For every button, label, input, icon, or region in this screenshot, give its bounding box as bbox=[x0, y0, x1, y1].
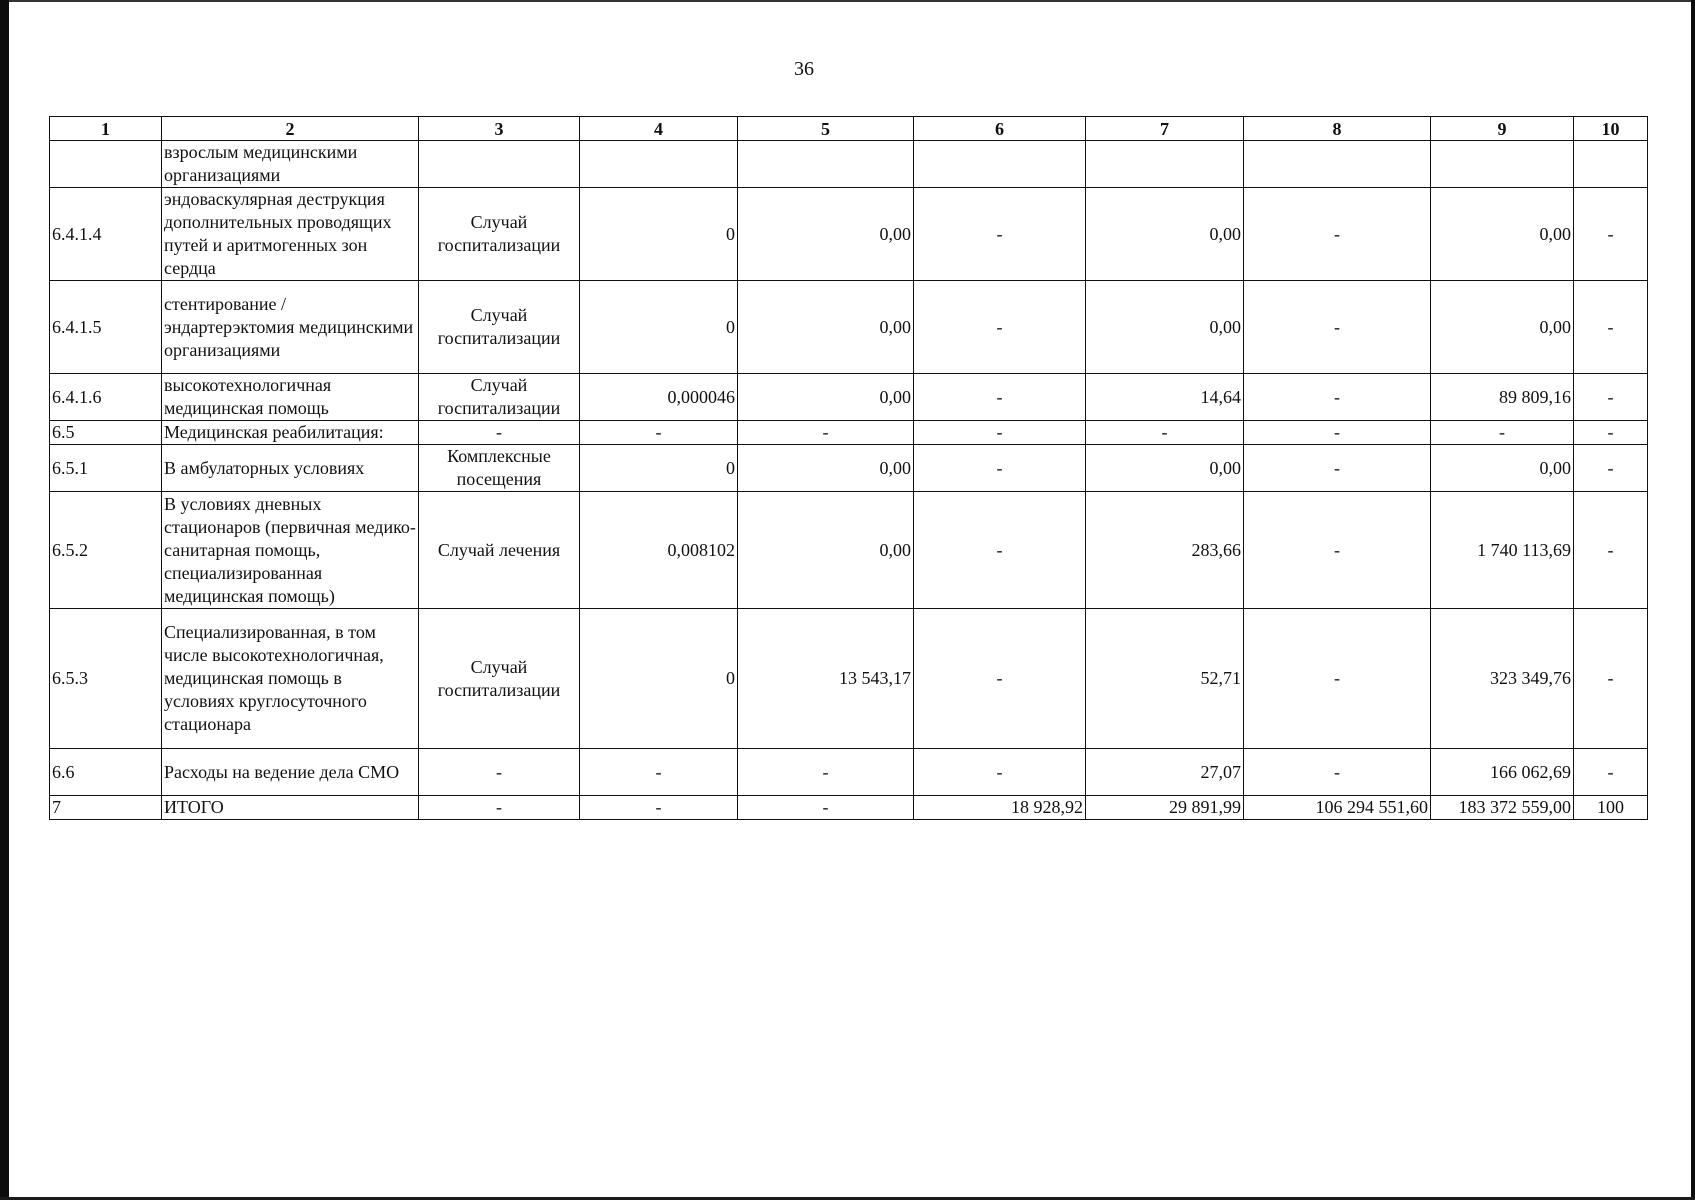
cell-col6: - bbox=[914, 445, 1086, 492]
cell-unit: Случай лечения bbox=[419, 492, 580, 609]
column-header: 7 bbox=[1086, 117, 1244, 141]
cell-col10 bbox=[1574, 141, 1648, 188]
scan-edge-left bbox=[0, 0, 9, 1200]
cell-col10: - bbox=[1574, 188, 1648, 281]
cell-col6: - bbox=[914, 281, 1086, 374]
cell-col8: - bbox=[1244, 421, 1431, 445]
cell-col4: - bbox=[580, 421, 738, 445]
cell-col6: - bbox=[914, 374, 1086, 421]
cell-col7: 0,00 bbox=[1086, 445, 1244, 492]
table-row bbox=[50, 374, 1648, 421]
data-table bbox=[49, 116, 1648, 820]
cell-code: 7 bbox=[50, 796, 162, 820]
cell-unit: - bbox=[419, 749, 580, 796]
cell-code: 6.5.2 bbox=[50, 492, 162, 609]
cell-col9: 0,00 bbox=[1431, 281, 1574, 374]
cell-col7: 283,66 bbox=[1086, 492, 1244, 609]
cell-col8: - bbox=[1244, 445, 1431, 492]
cell-col7: 0,00 bbox=[1086, 188, 1244, 281]
table-row bbox=[50, 141, 1648, 188]
cell-col5: - bbox=[738, 796, 914, 820]
cell-code: 6.4.1.4 bbox=[50, 188, 162, 281]
cell-col7: - bbox=[1086, 421, 1244, 445]
cell-name: Специализированная, в том числе высокотехнологичная, медицинская помощь в условиях круглосуточного стационара bbox=[162, 609, 419, 749]
table-row bbox=[50, 188, 1648, 281]
cell-col8: - bbox=[1244, 188, 1431, 281]
column-header: 4 bbox=[580, 117, 738, 141]
cell-unit bbox=[419, 141, 580, 188]
cell-name: В условиях дневных стационаров (первичная медико-санитарная помощь, специализированная медицинская помощь) bbox=[162, 492, 419, 609]
cell-col8: - bbox=[1244, 609, 1431, 749]
cell-code: 6.4.1.5 bbox=[50, 281, 162, 374]
cell-col10: - bbox=[1574, 492, 1648, 609]
cell-col9: 323 349,76 bbox=[1431, 609, 1574, 749]
cell-col10: - bbox=[1574, 609, 1648, 749]
cell-col10: - bbox=[1574, 749, 1648, 796]
cell-col4: 0,000046 bbox=[580, 374, 738, 421]
table-row bbox=[50, 796, 1648, 820]
cell-col9: 89 809,16 bbox=[1431, 374, 1574, 421]
cell-col10: - bbox=[1574, 421, 1648, 445]
cell-unit: Комплексные посещения bbox=[419, 445, 580, 492]
cell-col5: 0,00 bbox=[738, 492, 914, 609]
cell-name: стентирование / эндартерэктомия медицинскими организациями bbox=[162, 281, 419, 374]
cell-col9: 166 062,69 bbox=[1431, 749, 1574, 796]
cell-col8: - bbox=[1244, 749, 1431, 796]
cell-code bbox=[50, 141, 162, 188]
cell-name: Медицинская реабилитация: bbox=[162, 421, 419, 445]
cell-col9: 0,00 bbox=[1431, 445, 1574, 492]
cell-col9: 183 372 559,00 bbox=[1431, 796, 1574, 820]
cell-col4: 0 bbox=[580, 445, 738, 492]
cell-col10: - bbox=[1574, 281, 1648, 374]
cell-col7: 29 891,99 bbox=[1086, 796, 1244, 820]
cell-col7: 0,00 bbox=[1086, 281, 1244, 374]
cell-code: 6.6 bbox=[50, 749, 162, 796]
cell-col5: 0,00 bbox=[738, 445, 914, 492]
cell-col7: 27,07 bbox=[1086, 749, 1244, 796]
cell-unit: - bbox=[419, 421, 580, 445]
column-header: 3 bbox=[419, 117, 580, 141]
cell-col8: 106 294 551,60 bbox=[1244, 796, 1431, 820]
cell-col5: 0,00 bbox=[738, 281, 914, 374]
cell-col4: 0 bbox=[580, 188, 738, 281]
table-row bbox=[50, 492, 1648, 609]
cell-col4: 0 bbox=[580, 609, 738, 749]
cell-code: 6.5 bbox=[50, 421, 162, 445]
cell-col5: 0,00 bbox=[738, 374, 914, 421]
cell-unit: Случай госпитализации bbox=[419, 188, 580, 281]
cell-col6: - bbox=[914, 749, 1086, 796]
cell-col9: 1 740 113,69 bbox=[1431, 492, 1574, 609]
cell-col8: - bbox=[1244, 281, 1431, 374]
cell-name: эндоваскулярная деструкция дополнительных проводящих путей и аритмогенных зон сердца bbox=[162, 188, 419, 281]
cell-col6: - bbox=[914, 609, 1086, 749]
cell-name: В амбулаторных условиях bbox=[162, 445, 419, 492]
cell-unit: Случай госпитализации bbox=[419, 281, 580, 374]
table-row bbox=[50, 749, 1648, 796]
cell-col10: - bbox=[1574, 374, 1648, 421]
cell-col10: - bbox=[1574, 445, 1648, 492]
cell-col6: - bbox=[914, 421, 1086, 445]
cell-col10: 100 bbox=[1574, 796, 1648, 820]
cell-name: Расходы на ведение дела СМО bbox=[162, 749, 419, 796]
column-header: 9 bbox=[1431, 117, 1574, 141]
cell-col5: 0,00 bbox=[738, 188, 914, 281]
cell-col4: - bbox=[580, 749, 738, 796]
cell-col5: 13 543,17 bbox=[738, 609, 914, 749]
table-row bbox=[50, 421, 1648, 445]
column-header: 10 bbox=[1574, 117, 1648, 141]
cell-col7: 52,71 bbox=[1086, 609, 1244, 749]
cell-col6: - bbox=[914, 188, 1086, 281]
table-row bbox=[50, 281, 1648, 374]
column-header: 1 bbox=[50, 117, 162, 141]
cell-unit: Случай госпитализации bbox=[419, 609, 580, 749]
cell-col6: - bbox=[914, 492, 1086, 609]
header-row bbox=[50, 117, 1648, 141]
cell-col5: - bbox=[738, 421, 914, 445]
column-header: 6 bbox=[914, 117, 1086, 141]
cell-name: взрослым медицинскими организациями bbox=[162, 141, 419, 188]
table-row bbox=[50, 609, 1648, 749]
scan-edge-top bbox=[0, 0, 1695, 2]
cell-col4: 0,008102 bbox=[580, 492, 738, 609]
cell-unit: - bbox=[419, 796, 580, 820]
cell-col4: - bbox=[580, 796, 738, 820]
scan-edge-right bbox=[1691, 0, 1695, 1200]
cell-col7: 14,64 bbox=[1086, 374, 1244, 421]
cell-col8: - bbox=[1244, 492, 1431, 609]
cell-name: ИТОГО bbox=[162, 796, 419, 820]
cell-code: 6.5.1 bbox=[50, 445, 162, 492]
table-row bbox=[50, 445, 1648, 492]
column-header: 8 bbox=[1244, 117, 1431, 141]
cell-unit: Случай госпитализации bbox=[419, 374, 580, 421]
cell-code: 6.4.1.6 bbox=[50, 374, 162, 421]
cell-col5: - bbox=[738, 749, 914, 796]
cell-col7 bbox=[1086, 141, 1244, 188]
column-header: 5 bbox=[738, 117, 914, 141]
cell-col8: - bbox=[1244, 374, 1431, 421]
cell-col5 bbox=[738, 141, 914, 188]
cell-name: высокотехнологичная медицинская помощь bbox=[162, 374, 419, 421]
page-number: 36 bbox=[794, 58, 814, 80]
cell-col4 bbox=[580, 141, 738, 188]
column-header: 2 bbox=[162, 117, 419, 141]
cell-col9 bbox=[1431, 141, 1574, 188]
cell-col6: 18 928,92 bbox=[914, 796, 1086, 820]
cell-col9: - bbox=[1431, 421, 1574, 445]
cell-col6 bbox=[914, 141, 1086, 188]
cell-code: 6.5.3 bbox=[50, 609, 162, 749]
cell-col8 bbox=[1244, 141, 1431, 188]
cell-col9: 0,00 bbox=[1431, 188, 1574, 281]
cell-col4: 0 bbox=[580, 281, 738, 374]
